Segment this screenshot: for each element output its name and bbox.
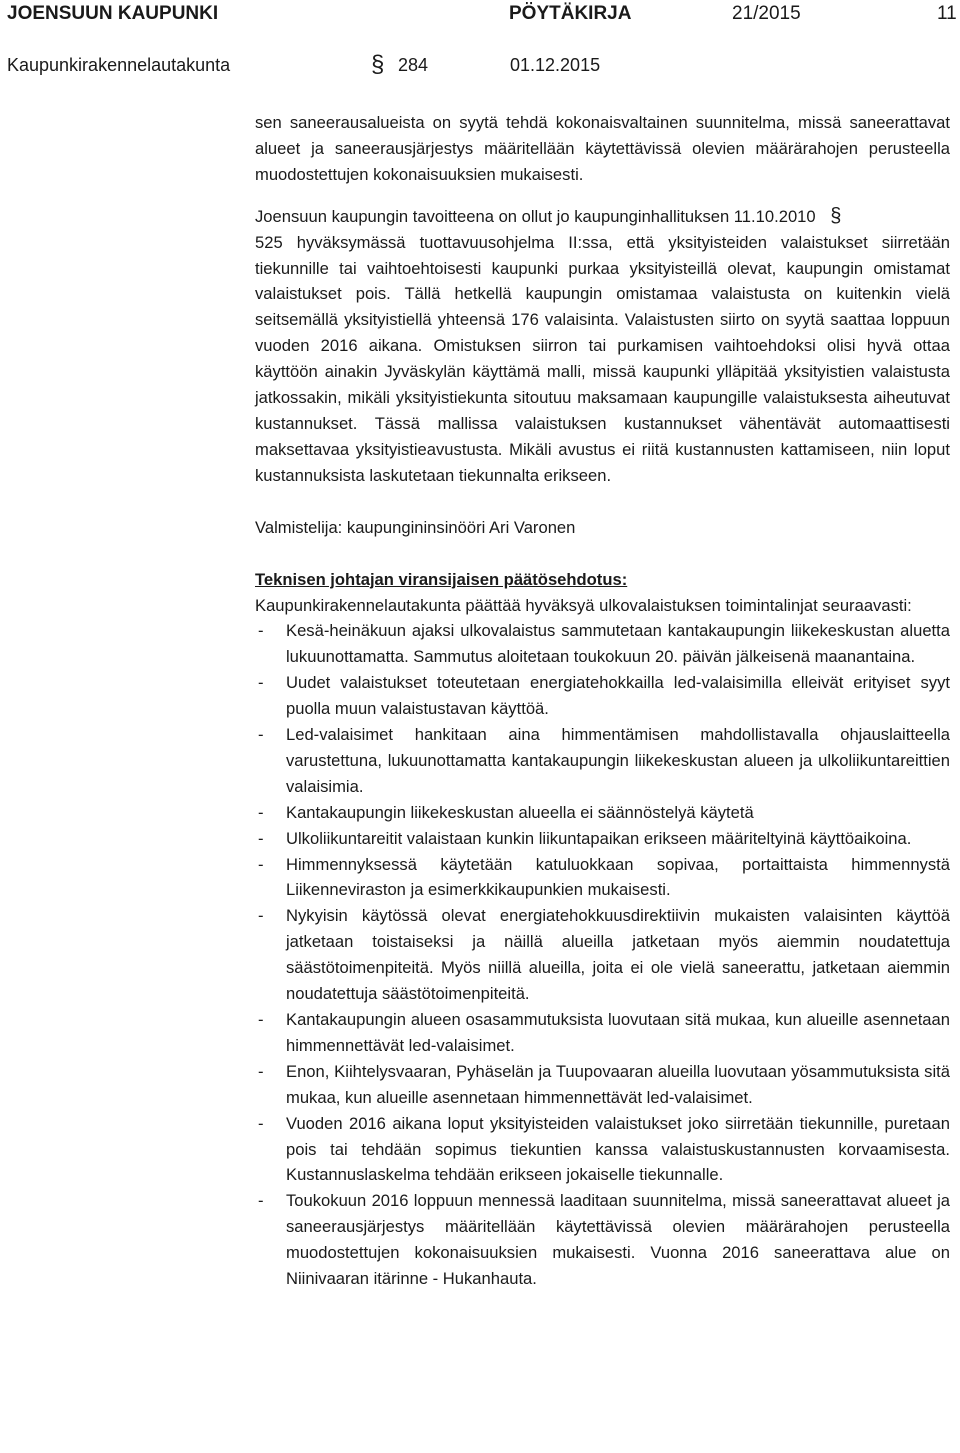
bullet-dash: - bbox=[258, 1061, 264, 1081]
list-item bbox=[255, 1188, 950, 1292]
document-number: 21/2015 bbox=[732, 3, 801, 24]
list-item bbox=[255, 1059, 950, 1111]
list-item-text: Ulkoliikuntareitit valaistaan kunkin liikuntapaikan erikseen määriteltyinä käyttöaikoina. bbox=[286, 828, 912, 848]
goal-paragraph-part1: Joensuun kaupungin tavoitteena on ollut jo kaupunginhallituksen 11.10.2010 bbox=[255, 206, 816, 226]
list-item bbox=[255, 852, 950, 904]
document-type: PÖYTÄKIRJA bbox=[509, 3, 632, 24]
organization-name: JOENSUUN KAUPUNKI bbox=[7, 3, 219, 24]
document-body bbox=[255, 110, 950, 1292]
list-item bbox=[255, 903, 950, 1007]
bullet-dash: - bbox=[258, 906, 264, 926]
proposal-list bbox=[255, 618, 950, 1292]
list-item bbox=[255, 826, 950, 852]
bullet-dash: - bbox=[258, 802, 264, 822]
list-item bbox=[255, 800, 950, 826]
goal-section-symbol: § bbox=[830, 204, 842, 227]
list-item-text: Kantakaupungin liikekeskustan alueella ei säännöstelyä käytetä bbox=[286, 802, 754, 822]
list-item bbox=[255, 618, 950, 670]
meeting-date: 01.12.2015 bbox=[510, 55, 601, 75]
list-item-text: Vuoden 2016 aikana loput yksityisteiden valaistukset joko siirretään tiekunnille, puretaan pois tai tehdään sopimus tiekuntien kanssa valaistuskustannusten korvaamisesta. Kustannuslaskelma tehdään erikseen jokaiselle tiekunnalle. bbox=[286, 1113, 950, 1185]
list-item bbox=[255, 670, 950, 722]
intro-paragraph: sen saneerausalueista on syytä tehdä kokonaisvaltainen suunnitelma, missä saneerattavat alueet ja saneerausjärjestys määritellään käytettävissä olevien määrärahojen perusteella muodostettujen kokonaisuuksien mukaisesti. bbox=[255, 113, 950, 184]
bullet-dash: - bbox=[258, 1191, 264, 1211]
list-item-text: Nykyisin käytössä olevat energiatehokkuusdirektiivin mukaisten valaisinten käyttöä jatketaan toistaiseksi ja näillä alueilla jatketaan myös aiemmin noudatettuja säästötoimenpiteitä. Myös niillä alueilla, joita ei ole vielä saneerattu, jatketaan aiemmin noudatettuja säästötoimenpiteitä. bbox=[286, 906, 950, 1004]
list-item bbox=[255, 1007, 950, 1059]
bullet-dash: - bbox=[258, 725, 264, 745]
bullet-dash: - bbox=[258, 1010, 264, 1029]
proposal-intro: Kaupunkirakennelautakunta päättää hyväksyä ulkovalaistuksen toimintalinjat seuraavasti: bbox=[255, 595, 912, 615]
bullet-dash: - bbox=[258, 854, 264, 874]
bullet-dash: - bbox=[258, 621, 264, 641]
page-number: 11 bbox=[937, 3, 957, 24]
list-item bbox=[255, 1111, 950, 1189]
list-item-text: Uudet valaistukset toteutetaan energiatehokkailla led-valaisimilla elleivät erityiset syyt puolla muun valaistustavan käyttöä. bbox=[286, 673, 950, 719]
bullet-dash: - bbox=[258, 1113, 264, 1133]
list-item-text: Kesä-heinäkuun ajaksi ulkovalaistus sammutetaan kantakaupungin liikekeskustan aluetta lukuunottamatta. Sammutus aloitetaan toukokuun 20. päivän jälkeisenä maanantaina. bbox=[286, 621, 950, 667]
bullet-dash: - bbox=[258, 828, 264, 848]
list-item-text: Kantakaupungin alueen osasammutuksista luovutaan sitä mukaa, kun alueille asennetaan himmennettävät led-valaisimet. bbox=[286, 1010, 950, 1055]
proposal-heading: Teknisen johtajan viransijaisen päätösehdotus: bbox=[255, 569, 628, 589]
section-symbol: § bbox=[371, 51, 385, 78]
goal-paragraph-line1 bbox=[255, 204, 950, 230]
bullet-dash: - bbox=[258, 673, 264, 693]
list-item-text: Toukokuun 2016 loppuun mennessä laaditaan suunnitelma, missä saneerattavat alueet ja saneerausjärjestys määritellään käytettävissä olevien määrärahojen perusteella muodostettujen kokonaisuuksien mukaisesti. Vuonna 2016 saneerattava alue on Niinivaaran itärinne - Hukanhauta. bbox=[286, 1191, 950, 1289]
list-item-text: Led-valaisimet hankitaan aina himmentämisen mahdollistavalla ohjauslaitteella varustettuna, lukuunottamatta kantakaupungin liikekeskustan alueen ja ulkoliikuntareittien valaisimia. bbox=[286, 725, 950, 796]
preparer: Valmistelija: kaupungininsinööri Ari Varonen bbox=[255, 517, 576, 537]
list-item-text: Enon, Kiihtelysvaaran, Pyhäselän ja Tuupovaaran alueilla luovutaan yösammutuksista sitä mukaa, kun alueille asennetaan himmennettävät led-valaisimet. bbox=[286, 1061, 950, 1107]
section-number: 284 bbox=[398, 55, 429, 75]
committee-name: Kaupunkirakennelautakunta bbox=[7, 55, 231, 75]
list-item-text: Himmennyksessä käytetään katuluokkaan sopivaa, portaittaista himmennystä Liikenneviraston ja esimerkkikaupunkien mukaisesti. bbox=[286, 854, 950, 900]
list-item bbox=[255, 722, 950, 800]
goal-paragraph: 525 hyväksymässä tuottavuusohjelma II:ssa, että yksityisteiden valaistukset siirretään tiekunnille tai vaihtoehtoisesti kaupunki purkaa yksityisteillä olevat, kaupungin omistamat valaistukset pois. Tällä hetkellä kaupungin omistamaa valaistusta on kuitenkin vielä seitsemällä yksityistiellä yhteensä 176 valaisinta. Valaistusten siirto on syytä saattaa loppuun vuoden 2016 aikana. Omistuksen siirron tai purkamisen vaihtoehdoksi olisi hyvä ottaa käyttöön ainakin Jyväskylän käyttämä malli, missä kaupunki ylläpitää yksityistien valaistusta jatkossakin, mikäli yksityistiekunta sitoutuu maksamaan kaupungille valaistuksesta aiheutuvat kustannukset. Tässä mallissa valaistuksen kustannukset vähentävät automaattisesti maksettavaa yksityistieavustusta. Mikäli avustus ei riitä kustannusten kattamiseen, niin loput kustannuksista laskutetaan tiekunnalta erikseen. bbox=[255, 232, 950, 485]
